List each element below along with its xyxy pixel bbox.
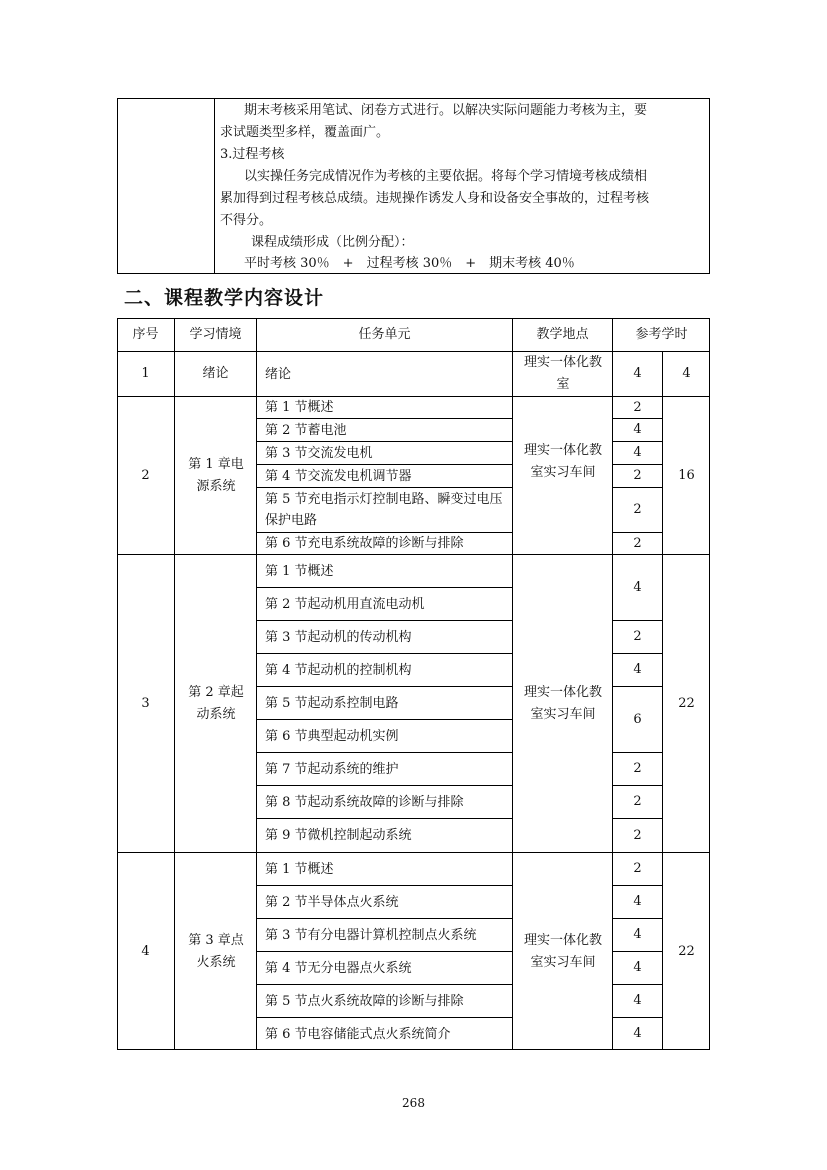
- group3-task: 第 7 节起动系统的维护: [265, 761, 399, 777]
- group4-task: 第 4 节无分电器点火系统: [265, 960, 412, 976]
- group3-hours: 2: [633, 629, 642, 644]
- group4-hours: 4: [633, 927, 642, 942]
- group2-task: 第 2 节蓄电池: [265, 422, 347, 438]
- group3-task: 第 9 节微机控制起动系统: [265, 828, 412, 843]
- row1-seq: 1: [141, 366, 150, 381]
- col-line-1: [174, 318, 175, 1050]
- group4-situation: 第 3 章点火系统: [188, 932, 244, 970]
- group4-task: 第 3 节有分电器计算机控制点火系统: [265, 927, 477, 943]
- group2-hours: 2: [633, 399, 642, 415]
- group4-total: 22: [678, 943, 695, 959]
- assessment-line-8: 平时考核 30％ + 过程考核 30％ + 期末考核 40％: [244, 256, 575, 271]
- group3-hours: 6: [633, 711, 642, 727]
- group3-task: 第 5 节起动系控制电路: [265, 695, 399, 711]
- group2-location: 理实一体化教室实习车间: [523, 443, 602, 480]
- group3-situation: 第 2 章起动系统: [188, 684, 244, 722]
- group2-situation: 第 1 章电源系统: [188, 456, 244, 494]
- group4-seq: 4: [141, 943, 150, 959]
- group3-hours: 2: [633, 794, 642, 809]
- group4-task: 第 6 节电容储能式点火系统简介: [265, 1026, 451, 1042]
- group3-task: 第 2 节起动机用直流电动机: [265, 596, 425, 612]
- col-line-3: [512, 318, 513, 1050]
- group4-location: 理实一体化教室实习车间: [523, 932, 602, 970]
- assessment-line-5: 累加得到过程考核总成绩。违规操作诱发人身和设备安全事故的，过程考核: [220, 191, 650, 206]
- group3-seq: 3: [141, 695, 150, 711]
- group3-task: 第 1 节概述: [265, 563, 334, 579]
- assessment-line-4: 以实操任务完成情况作为考核的主要依据。将每个学习情境考核成绩相: [244, 169, 648, 184]
- section-heading: 二、课程教学内容设计: [124, 287, 325, 309]
- group4-hours: 2: [633, 861, 642, 876]
- row1-total: 4: [682, 366, 691, 381]
- group4-hours: 4: [633, 960, 642, 975]
- group3-hours: 2: [633, 761, 642, 776]
- group4-task: 第 1 节概述: [265, 861, 334, 877]
- group3-task: 第 4 节起动机的控制机构: [265, 662, 412, 678]
- header-task: 任务单元: [358, 326, 411, 342]
- group2-task: 第 5 节充电指示灯控制电路、瞬变过电压保护电路: [265, 492, 503, 528]
- group2-total: 16: [678, 467, 695, 483]
- group2-task: 第 1 节概述: [265, 400, 334, 415]
- row1-location: 理实一体化教室: [523, 355, 602, 392]
- row1-task: 绪论: [265, 366, 292, 382]
- row1-situation: 绪论: [202, 366, 229, 381]
- assessment-divider: [214, 98, 215, 274]
- group4-hours: 4: [633, 993, 642, 1008]
- group2-seq: 2: [141, 467, 150, 483]
- group2-hours: 2: [633, 535, 642, 551]
- group4-hours: 4: [633, 894, 642, 909]
- group4-task: 第 2 节半导体点火系统: [265, 894, 399, 910]
- group2-hours: 4: [633, 422, 642, 437]
- group2-task: 第 3 节交流发电机: [265, 445, 373, 461]
- group3-total: 22: [678, 695, 695, 711]
- group2-hours: 2: [633, 468, 642, 483]
- page-number: 268: [402, 1096, 425, 1110]
- group4-hours: 4: [633, 1026, 642, 1041]
- group2-hours: 2: [633, 502, 642, 517]
- header-situation: 学习情境: [189, 326, 242, 342]
- assessment-line-3: 3.过程考核: [220, 147, 285, 162]
- group3-task: 第 3 节起动机的传动机构: [265, 629, 412, 645]
- group3-hours: 4: [633, 579, 642, 595]
- header-hours: 参考学时: [635, 326, 688, 342]
- group4-task: 第 5 节点火系统故障的诊断与排除: [265, 993, 464, 1009]
- header-location: 教学地点: [536, 326, 589, 342]
- group3-location: 理实一体化教室实习车间: [523, 684, 602, 722]
- group3-hours: 4: [633, 662, 642, 677]
- row1-hours: 4: [633, 366, 642, 381]
- group2-task: 第 6 节充电系统故障的诊断与排除: [265, 536, 464, 551]
- assessment-line-1: 期末考核采用笔试、闭卷方式进行。以解决实际问题能力考核为主，要: [244, 103, 648, 118]
- group3-task: 第 8 节起动系统故障的诊断与排除: [265, 794, 464, 810]
- assessment-line-2: 求试题类型多样，覆盖面广。: [220, 125, 390, 140]
- group3-hours: 2: [633, 827, 642, 843]
- group2-task: 第 4 节交流发电机调节器: [265, 468, 412, 484]
- assessment-line-6: 不得分。: [220, 213, 273, 228]
- group2-hours: 4: [633, 445, 642, 460]
- header-seq: 序号: [132, 326, 159, 342]
- group3-task: 第 6 节典型起动机实例: [265, 728, 399, 744]
- assessment-line-7: 课程成绩形成（比例分配）：: [251, 235, 414, 250]
